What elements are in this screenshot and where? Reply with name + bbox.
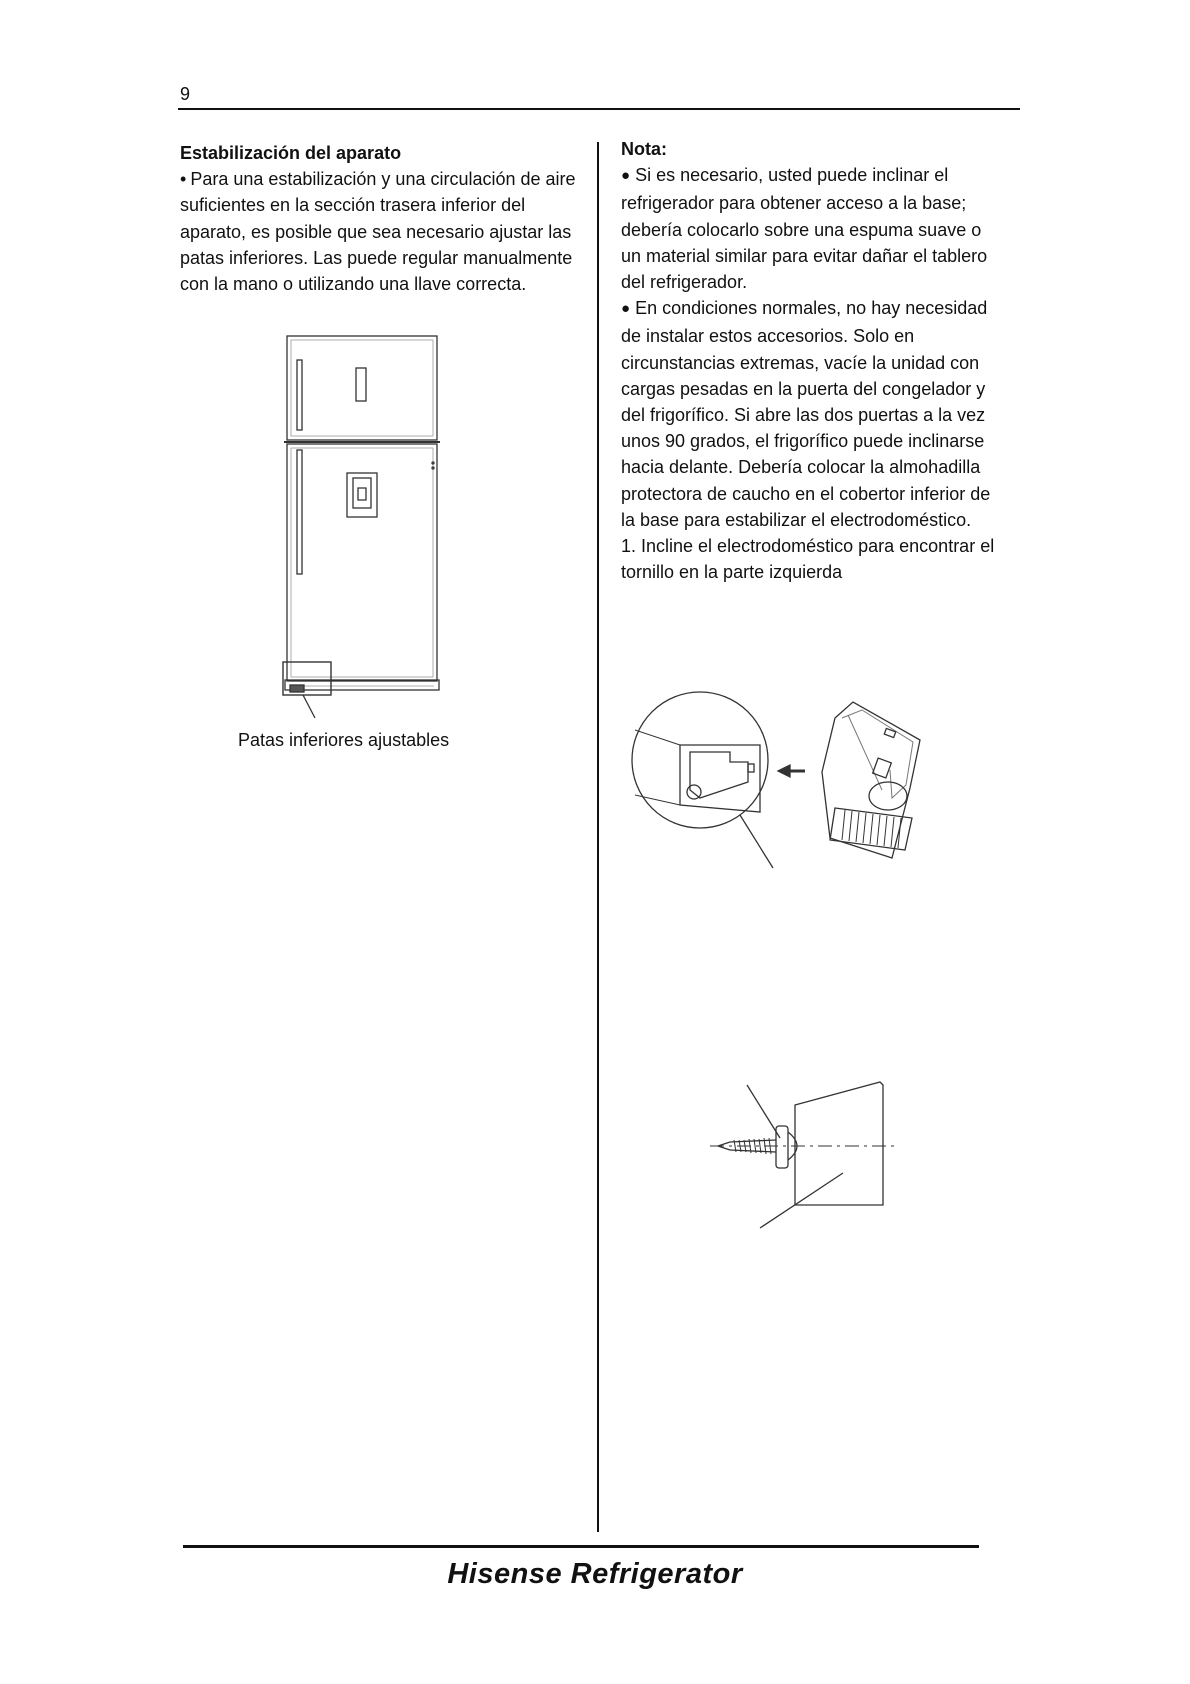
screw-pad-illustration	[710, 1080, 910, 1240]
left-paragraph	[180, 166, 580, 297]
tilted-refrigerator-illustration	[630, 690, 990, 870]
step-1: 1. Incline el electrodoméstico para encontrar el tornillo en la parte izquierda	[621, 536, 995, 583]
left-paragraph-text: Para una estabilización y una circulación de aire suficientes en la sección trasera inferior del aparato, es posible que sea necesario ajustar las patas inferiores. Las puede regular manualmente con la mano o utilizando una llave correcta.	[180, 169, 576, 295]
page-number: 9	[180, 84, 191, 104]
footer-rule	[183, 1545, 979, 1548]
note-heading: Nota:	[621, 139, 667, 159]
note-bullet-1-text: Si es necesario, usted puede inclinar el refrigerador para obtener acceso a la base; debería colocarlo sobre una espuma suave o un material similar para evitar dañar el tablero del refrigerador.	[621, 165, 988, 293]
note-bullet-2-text: En condiciones normales, no hay necesidad de instalar estos accesorios. Solo en circunstancias extremas, vacíe la unidad con cargas pesadas en la puerta del congelador y del frigorífico. Si abre las dos puertas a la vez unos 90 grados, el frigorífico puede inclinarse hacia delante. Debería colocar la almohadilla protectora de caucho en el cobertor inferior de la base para estabilizar el electrodoméstico.	[621, 298, 991, 530]
refrigerator-front-illustration	[270, 330, 450, 720]
section-heading: Estabilización del aparato	[180, 143, 402, 163]
figure-caption: Patas inferiores ajustables	[238, 730, 450, 750]
note-bullet-2	[621, 295, 1001, 533]
column-divider	[597, 142, 599, 1532]
brand-footer: Hisense Refrigerator	[447, 1558, 743, 1590]
right-column	[621, 136, 1001, 585]
left-column	[180, 140, 580, 297]
note-bullet-1	[621, 162, 1001, 295]
header-rule	[178, 108, 1020, 110]
